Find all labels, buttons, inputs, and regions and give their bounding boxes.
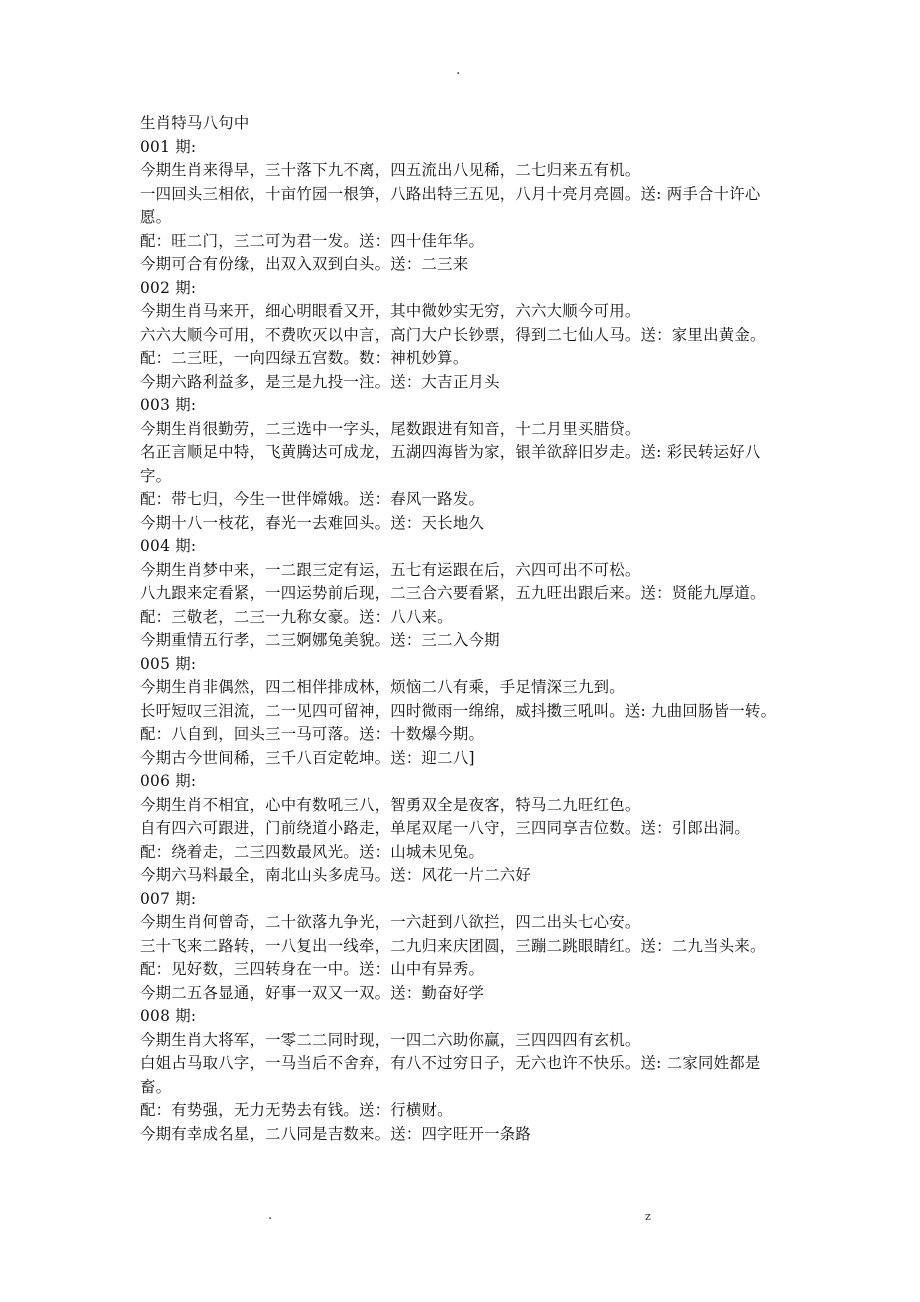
issue-heading: 003 期: bbox=[140, 396, 197, 414]
verse-line: 今期六马料最全，南北山头多虎马。送：风花一片二六好 bbox=[140, 866, 532, 884]
verse-line: 名正言顺足中特，飞黄腾达可成龙，五湖四海皆为家，银羊欲辞旧岁走。送: 彩民转运好八字。 bbox=[140, 443, 761, 485]
issue-heading: 007 期: bbox=[140, 889, 197, 908]
issue-heading: 005 期: bbox=[140, 654, 197, 673]
verse-line: 自有四六可跟进，门前绕道小路走，单尾双尾一八守，三四同享吉位数。送：引郎出洞。 bbox=[140, 819, 750, 837]
verse-line: 配：绕着走，二三四数最风光。送：山城未见兔。 bbox=[140, 842, 485, 861]
verse-line: 今期二五各显通，好事一双又一双。送：勤奋好学 bbox=[140, 983, 485, 1002]
issue-heading: 008 期: bbox=[140, 1007, 197, 1025]
verse-line: 配：带七归，今生一世伴嫦娥。送：春风一路发。 bbox=[140, 490, 485, 508]
verse-line: 今期生肖梦中来，一二跟三定有运，五七有运跟在后，六四可出不可松。 bbox=[140, 560, 641, 579]
issue-heading: 002 期: bbox=[140, 278, 197, 297]
issue-heading: 004 期: bbox=[140, 537, 197, 555]
verse-line: 配：三敬老，二三一九称女豪。送：八八来。 bbox=[140, 607, 453, 626]
header-mark: . bbox=[456, 62, 461, 78]
verse-line: 今期生肖非偶然，四二相伴排成林，烦恼二八有乘，手足情深三九到。 bbox=[140, 678, 625, 696]
verse-line: 今期古今世间稀，三千八百定乾坤。送：迎二八] bbox=[140, 748, 475, 767]
verse-line: 今期生肖很勤劳，二三选中一字头，尾数跟进有知音，十二月里买腊贷。 bbox=[140, 419, 641, 438]
verse-line: 配：有势强，无力无势去有钱。送：行横财。 bbox=[140, 1101, 453, 1119]
verse-line: 配：旺二门，三二可为君一发。送：四十佳年华。 bbox=[140, 231, 485, 250]
verse-line: 今期生肖何曾奇，二十欲落九争光，一六赶到八欲拦，四二出头七心安。 bbox=[140, 913, 641, 931]
verse-line: 配：见好数，三四转身在一中。送：山中有异秀。 bbox=[140, 960, 485, 978]
verse-line: 今期十八一枝花，春光一去难回头。送：天长地久 bbox=[140, 513, 485, 532]
issue-heading: 006 期: bbox=[140, 772, 197, 790]
verse-line: 配：八自到，回头三一马可落。送：十数爆今期。 bbox=[140, 725, 485, 743]
verse-line: 配：二三旺，一向四绿五宫数。数：神机妙算。 bbox=[140, 349, 469, 367]
verse-line: 六六大顺今可用，不费吹灭以中言，高门大户长钞票，得到二七仙人马。送：家里出黄金。 bbox=[140, 325, 766, 344]
verse-line: 今期生肖来得早，三十落下九不离，四五流出八见稀，二七归来五有机。 bbox=[140, 161, 641, 179]
verse-line: 一四回头三相依，十亩竹园一根笋，八路出特三五见，八月十亮月亮圆。送: 两手合十许心愿。 bbox=[140, 184, 761, 226]
verse-line: 白姐占马取八字，一马当后不舍弃，有八不过穷日子，无六也许不快乐。送: 二家同姓都是畜。 bbox=[140, 1054, 761, 1096]
issue-heading: 001 期: bbox=[140, 137, 197, 156]
verse-line: 八九跟来定看紧，一四运势前后现，二三合六要看紧，五九旺出跟后来。送：贤能九厚道。 bbox=[140, 584, 766, 602]
footer-mark-right: z bbox=[645, 1210, 651, 1223]
verse-line: 今期有幸成名星，二八同是吉数来。送：四字旺开一条路 bbox=[140, 1124, 532, 1143]
verse-line: 今期六路利益多，是三是九投一注。送：大吉正月头 bbox=[140, 372, 500, 391]
document-title: 生肖特马八句中 bbox=[140, 114, 250, 132]
verse-line: 今期重情五行孝，二三婀娜兔美貌。送：三二入今期 bbox=[140, 631, 500, 649]
document-body bbox=[140, 112, 790, 1146]
verse-line: 今期可合有份缘，出双入双到白头。送：二三来 bbox=[140, 255, 469, 273]
verse-line: 今期生肖大将军，一零二二同时现，一四二六助你赢，三四四四有玄机。 bbox=[140, 1030, 641, 1049]
verse-line: 今期生肖马来开，细心明眼看又开，其中微妙实无穷，六六大顺今可用。 bbox=[140, 302, 641, 320]
footer-mark-left: . bbox=[268, 1208, 273, 1223]
verse-line: 三十飞来二路转，一八复出一线牵，二九归来庆团圆，三蹦二跳眼睛红。送：二九当头来。 bbox=[140, 936, 766, 955]
verse-line: 长吁短叹三泪流，二一见四可留神，四时微雨一绵绵，威抖擞三吼叫。送: 九曲回肠皆一转。 bbox=[140, 701, 777, 720]
verse-line: 今期生肖不相宜，心中有数吼三八，智勇双全是夜客，特马二九旺红色。 bbox=[140, 795, 641, 814]
